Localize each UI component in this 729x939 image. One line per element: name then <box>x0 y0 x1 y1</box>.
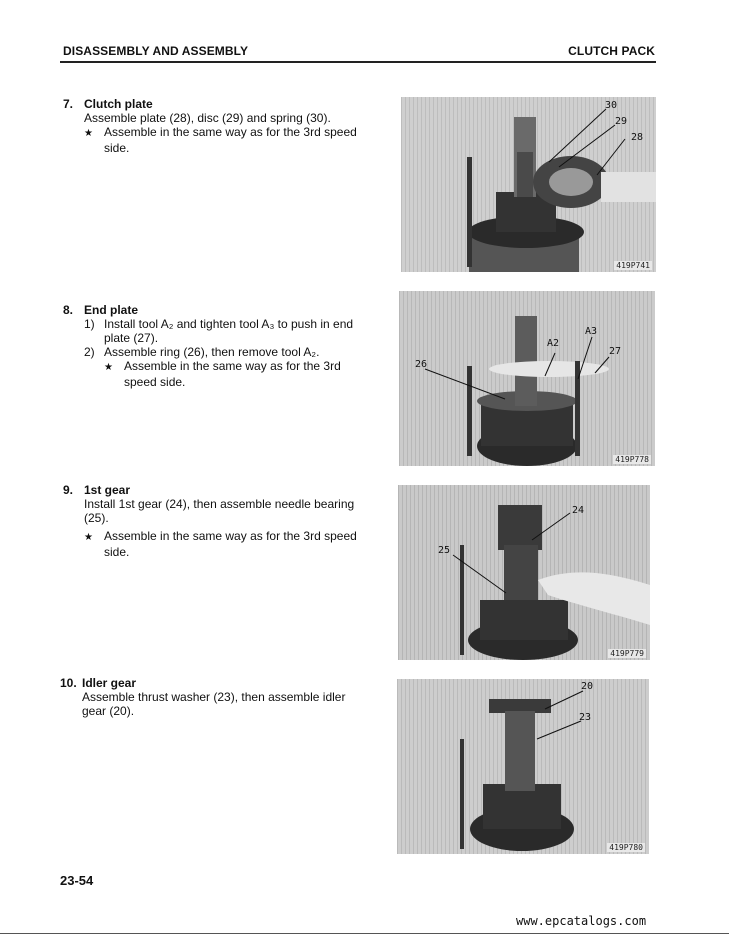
callout-label: 30 <box>605 100 618 111</box>
step-number: 10. <box>60 676 77 690</box>
bottom-rule <box>0 933 729 934</box>
substep-text: Assemble ring (26), then remove tool A₂. <box>104 345 320 359</box>
step-body: Assemble thrust washer (23), then assemble idler <box>82 690 346 704</box>
step-note: Assemble in the same way as for the 3rd speed <box>104 125 357 139</box>
step-number: 8. <box>63 303 74 317</box>
photo-clutch-plate <box>401 97 656 272</box>
step-body: Install 1st gear (24), then assemble needle bearing <box>84 497 355 511</box>
star-icon: ★ <box>84 128 93 139</box>
step-body: Assemble plate (28), disc (29) and spring (30). <box>84 111 331 125</box>
step-7 <box>63 97 363 155</box>
photo-end-plate <box>399 291 655 466</box>
section-header: DISASSEMBLY AND ASSEMBLY <box>63 44 249 58</box>
substep-text: Install tool A₂ and tighten tool A₃ to push in end <box>104 317 354 331</box>
star-icon: ★ <box>104 362 113 373</box>
photo-tag: 419P779 <box>610 649 644 658</box>
callout-label: 23 <box>579 712 592 723</box>
callout-label: A2 <box>547 338 560 349</box>
step-10 <box>60 676 360 718</box>
photo-tag: 419P780 <box>609 843 643 852</box>
step-note-cont: side. <box>104 545 130 559</box>
photo-1st-gear <box>398 485 650 660</box>
callout-label: 27 <box>609 346 622 357</box>
step-9 <box>63 483 363 559</box>
step-number: 7. <box>63 97 74 111</box>
step-note-cont: speed side. <box>124 375 186 389</box>
page-number: 23-54 <box>60 873 94 888</box>
step-body-cont: gear (20). <box>82 704 135 718</box>
step-title: Clutch plate <box>84 97 153 111</box>
step-title: Idler gear <box>82 676 137 690</box>
step-number: 9. <box>63 483 74 497</box>
photo-idler-gear <box>397 679 649 854</box>
callout-label: 25 <box>438 545 451 556</box>
callout-label: 29 <box>615 116 628 127</box>
step-note: Assemble in the same way as for the 3rd speed <box>104 529 357 543</box>
star-icon: ★ <box>84 532 93 543</box>
step-body-cont: (25). <box>84 511 109 525</box>
photo-tag: 419P741 <box>616 261 650 270</box>
header-rule <box>60 61 656 63</box>
step-8 <box>63 303 363 389</box>
callout-label: 20 <box>581 681 594 692</box>
step-title: 1st gear <box>84 483 131 497</box>
step-note-cont: side. <box>104 141 130 155</box>
callout-label: 28 <box>631 132 644 143</box>
callout-label: 26 <box>415 359 428 370</box>
substep-number: 1) <box>84 317 95 331</box>
substep-text-cont: plate (27). <box>104 331 159 345</box>
step-note: Assemble in the same way as for the 3rd <box>124 359 341 373</box>
callout-label: A3 <box>585 326 598 337</box>
chapter-header: CLUTCH PACK <box>568 44 655 58</box>
substep-number: 2) <box>84 345 95 359</box>
source-url[interactable]: www.epcatalogs.com <box>516 914 647 928</box>
photo-tag: 419P778 <box>615 455 649 464</box>
callout-label: 24 <box>572 505 585 516</box>
step-title: End plate <box>84 303 139 317</box>
